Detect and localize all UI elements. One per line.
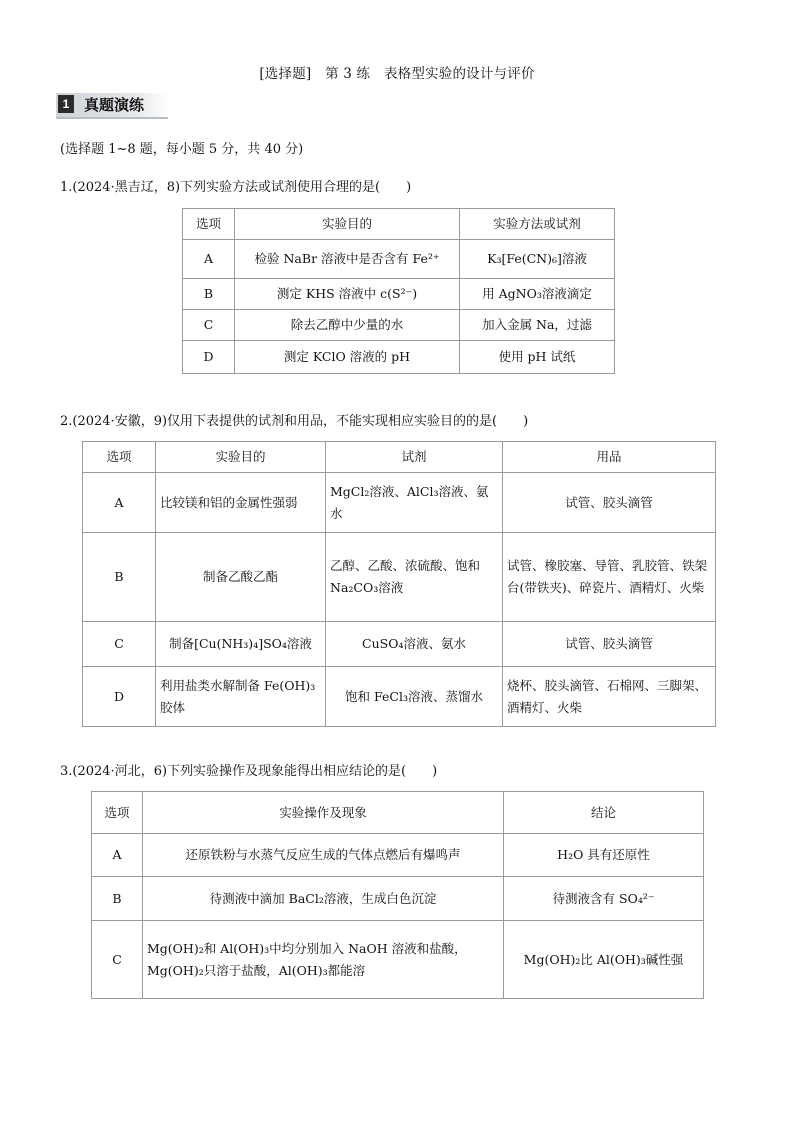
option-cell: A <box>92 834 143 877</box>
option-cell: B <box>183 279 235 310</box>
method-cell: 加入金属 Na，过滤 <box>460 310 615 341</box>
option-cell: C <box>92 921 143 999</box>
col-header: 选项 <box>83 442 156 473</box>
table-header-row <box>83 442 716 473</box>
table-row <box>83 622 716 667</box>
table-row <box>92 921 704 999</box>
section-label: 真题演练 <box>84 96 145 114</box>
option-cell: C <box>83 622 156 667</box>
conclusion-cell: H₂O 具有还原性 <box>504 834 704 877</box>
reagent-cell: 乙醇、乙酸、浓硫酸、饱和 Na₂CO₃溶液 <box>326 533 503 622</box>
table-row <box>83 667 716 727</box>
table-header-row <box>183 209 615 240</box>
purpose-cell: 制备[Cu(NH₃)₄]SO₄溶液 <box>156 622 326 667</box>
option-cell: C <box>183 310 235 341</box>
col-header: 试剂 <box>326 442 503 473</box>
option-cell: D <box>83 667 156 727</box>
table-row <box>92 877 704 921</box>
question-3-table <box>91 791 704 999</box>
table-row <box>83 473 716 533</box>
table-row <box>183 310 615 341</box>
question-1-stem: 1.(2024·黑吉辽，8)下列实验方法或试剂使用合理的是( ) <box>60 180 412 195</box>
purpose-cell: 制备乙酸乙酯 <box>156 533 326 622</box>
option-cell: B <box>92 877 143 921</box>
conclusion-cell: 待测液含有 SO₄²⁻ <box>504 877 704 921</box>
col-header: 实验目的 <box>235 209 460 240</box>
question-1-table <box>182 208 615 374</box>
items-cell: 试管、橡胶塞、导管、乳胶管、铁架台(带铁夹)、碎瓷片、酒精灯、火柴 <box>503 533 716 622</box>
instructions: (选择题 1~8 题，每小题 5 分，共 40 分) <box>60 142 304 157</box>
purpose-cell: 利用盐类水解制备 Fe(OH)₃胶体 <box>156 667 326 727</box>
items-cell: 试管、胶头滴管 <box>503 473 716 533</box>
option-cell: D <box>183 341 235 374</box>
reagent-cell: 饱和 FeCl₃溶液、蒸馏水 <box>326 667 503 727</box>
table-row <box>183 341 615 374</box>
question-3-stem: 3.(2024·河北，6)下列实验操作及现象能得出相应结论的是( ) <box>60 764 438 779</box>
page-title: [选择题] 第 3 练 表格型实验的设计与评价 <box>259 66 535 82</box>
col-header: 选项 <box>92 792 143 834</box>
items-cell: 烧杯、胶头滴管、石棉网、三脚架、酒精灯、火柴 <box>503 667 716 727</box>
purpose-cell: 检验 NaBr 溶液中是否含有 Fe²⁺ <box>235 240 460 279</box>
col-header: 结论 <box>504 792 704 834</box>
purpose-cell: 测定 KClO 溶液的 pH <box>235 341 460 374</box>
table-row <box>183 279 615 310</box>
question-2-stem: 2.(2024·安徽，9)仅用下表提供的试剂和用品，不能实现相应实验目的的是( ) <box>60 414 529 429</box>
purpose-cell: 除去乙醇中少量的水 <box>235 310 460 341</box>
section-number-icon: 1 <box>58 95 74 113</box>
table-row <box>92 834 704 877</box>
purpose-cell: 测定 KHS 溶液中 c(S²⁻) <box>235 279 460 310</box>
table-header-row <box>92 792 704 834</box>
items-cell: 试管、胶头滴管 <box>503 622 716 667</box>
method-cell: 使用 pH 试纸 <box>460 341 615 374</box>
operation-cell: Mg(OH)₂和 Al(OH)₃中均分别加入 NaOH 溶液和盐酸，Mg(OH)₂只溶于盐酸，Al(OH)₃都能溶 <box>143 921 504 999</box>
col-header: 实验目的 <box>156 442 326 473</box>
method-cell: K₃[Fe(CN)₆]溶液 <box>460 240 615 279</box>
col-header: 用品 <box>503 442 716 473</box>
table-row <box>83 533 716 622</box>
method-cell: 用 AgNO₃溶液滴定 <box>460 279 615 310</box>
conclusion-cell: Mg(OH)₂比 Al(OH)₃碱性强 <box>504 921 704 999</box>
reagent-cell: MgCl₂溶液、AlCl₃溶液、氨水 <box>326 473 503 533</box>
option-cell: B <box>83 533 156 622</box>
col-header: 选项 <box>183 209 235 240</box>
table-row <box>183 240 615 279</box>
question-2-table <box>82 441 716 727</box>
section-header <box>56 93 168 119</box>
operation-cell: 待测液中滴加 BaCl₂溶液，生成白色沉淀 <box>143 877 504 921</box>
option-cell: A <box>83 473 156 533</box>
option-cell: A <box>183 240 235 279</box>
col-header: 实验方法或试剂 <box>460 209 615 240</box>
purpose-cell: 比较镁和铝的金属性强弱 <box>156 473 326 533</box>
reagent-cell: CuSO₄溶液、氨水 <box>326 622 503 667</box>
col-header: 实验操作及现象 <box>143 792 504 834</box>
operation-cell: 还原铁粉与水蒸气反应生成的气体点燃后有爆鸣声 <box>143 834 504 877</box>
